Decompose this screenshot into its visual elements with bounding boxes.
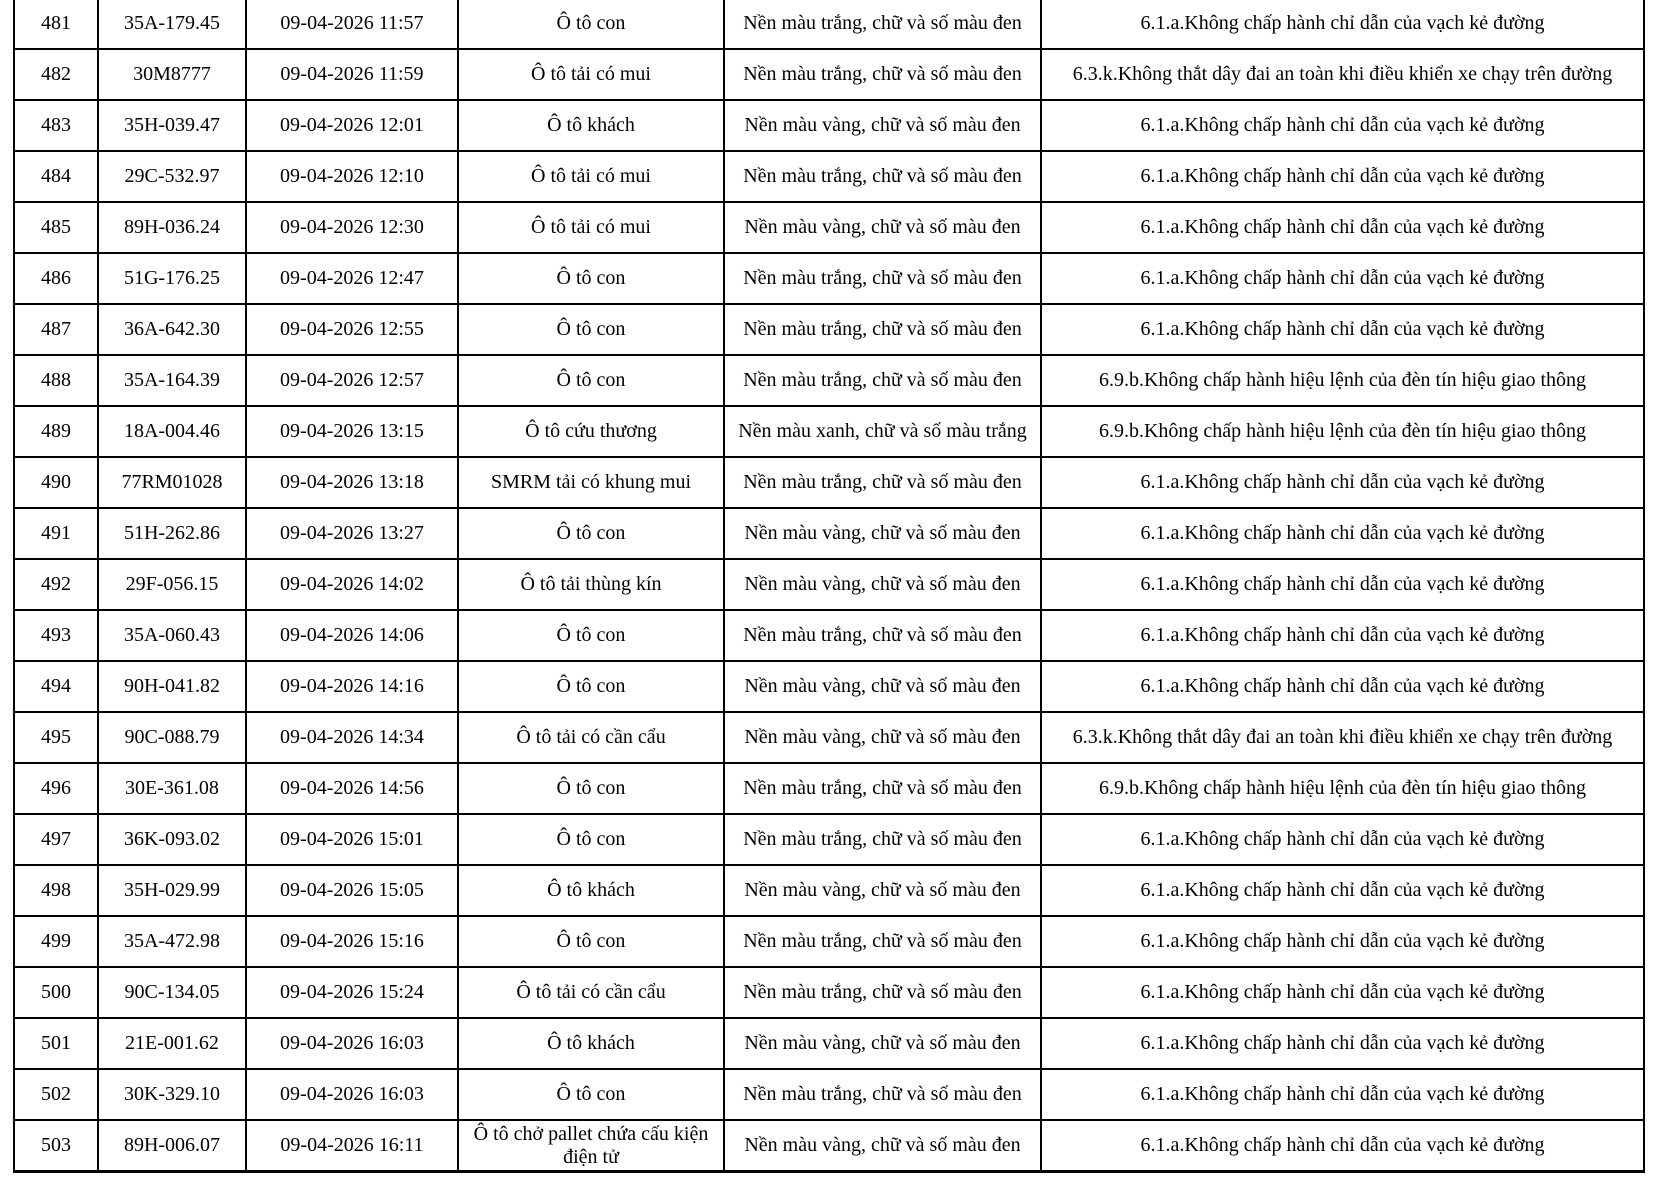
plate-cell: 77RM01028: [98, 457, 246, 508]
violation-cell: 6.1.a.Không chấp hành chỉ dẫn của vạch kẻ đường: [1041, 304, 1644, 355]
violations-table-body: [14, 0, 1644, 1172]
plate-cell: 35A-472.98: [98, 916, 246, 967]
violation-cell: 6.3.k.Không thắt dây đai an toàn khi điều khiển xe chạy trên đường: [1041, 712, 1644, 763]
vehicle-type-cell: Ô tô tải có mui: [458, 202, 724, 253]
violation-cell: 6.1.a.Không chấp hành chỉ dẫn của vạch kẻ đường: [1041, 151, 1644, 202]
violation-cell: 6.1.a.Không chấp hành chỉ dẫn của vạch kẻ đường: [1041, 100, 1644, 151]
violation-cell: 6.1.a.Không chấp hành chỉ dẫn của vạch kẻ đường: [1041, 967, 1644, 1018]
datetime-cell: 09-04-2026 12:01: [246, 100, 458, 151]
vehicle-type-cell: Ô tô khách: [458, 100, 724, 151]
plate-color-cell: Nền màu xanh, chữ và số màu trắng: [724, 406, 1041, 457]
stt-cell: 497: [14, 814, 98, 865]
plate-color-cell: Nền màu vàng, chữ và số màu đen: [724, 202, 1041, 253]
plate-cell: 21E-001.62: [98, 1018, 246, 1069]
vehicle-type-cell: Ô tô con: [458, 1069, 724, 1120]
datetime-cell: 09-04-2026 16:03: [246, 1018, 458, 1069]
datetime-cell: 09-04-2026 15:16: [246, 916, 458, 967]
datetime-cell: 09-04-2026 12:47: [246, 253, 458, 304]
plate-cell: 51H-262.86: [98, 508, 246, 559]
table-row: [14, 406, 1644, 457]
datetime-cell: 09-04-2026 13:18: [246, 457, 458, 508]
table-row: [14, 253, 1644, 304]
vehicle-type-cell: Ô tô con: [458, 610, 724, 661]
plate-color-cell: Nền màu vàng, chữ và số màu đen: [724, 712, 1041, 763]
plate-color-cell: Nền màu vàng, chữ và số màu đen: [724, 508, 1041, 559]
vehicle-type-cell: Ô tô tải có mui: [458, 151, 724, 202]
datetime-cell: 09-04-2026 13:27: [246, 508, 458, 559]
table-row: [14, 0, 1644, 49]
plate-color-cell: Nền màu trắng, chữ và số màu đen: [724, 49, 1041, 100]
table-row: [14, 202, 1644, 253]
vehicle-type-cell: Ô tô tải có cần cẩu: [458, 967, 724, 1018]
plate-color-cell: Nền màu trắng, chữ và số màu đen: [724, 355, 1041, 406]
plate-color-cell: Nền màu vàng, chữ và số màu đen: [724, 661, 1041, 712]
stt-cell: 481: [14, 0, 98, 49]
violations-table: [13, 0, 1645, 1173]
table-row: [14, 610, 1644, 661]
stt-cell: 494: [14, 661, 98, 712]
stt-cell: 498: [14, 865, 98, 916]
vehicle-type-cell: Ô tô tải có cần cẩu: [458, 712, 724, 763]
violation-cell: 6.1.a.Không chấp hành chỉ dẫn của vạch kẻ đường: [1041, 916, 1644, 967]
stt-cell: 495: [14, 712, 98, 763]
violation-cell: 6.1.a.Không chấp hành chỉ dẫn của vạch kẻ đường: [1041, 508, 1644, 559]
stt-cell: 487: [14, 304, 98, 355]
stt-cell: 482: [14, 49, 98, 100]
plate-color-cell: Nền màu trắng, chữ và số màu đen: [724, 610, 1041, 661]
datetime-cell: 09-04-2026 13:15: [246, 406, 458, 457]
datetime-cell: 09-04-2026 15:01: [246, 814, 458, 865]
plate-color-cell: Nền màu trắng, chữ và số màu đen: [724, 253, 1041, 304]
stt-cell: 500: [14, 967, 98, 1018]
stt-cell: 492: [14, 559, 98, 610]
datetime-cell: 09-04-2026 16:11: [246, 1120, 458, 1172]
violation-cell: 6.1.a.Không chấp hành chỉ dẫn của vạch kẻ đường: [1041, 1069, 1644, 1120]
plate-color-cell: Nền màu trắng, chữ và số màu đen: [724, 0, 1041, 49]
stt-cell: 501: [14, 1018, 98, 1069]
plate-color-cell: Nền màu vàng, chữ và số màu đen: [724, 559, 1041, 610]
stt-cell: 499: [14, 916, 98, 967]
violation-cell: 6.1.a.Không chấp hành chỉ dẫn của vạch kẻ đường: [1041, 457, 1644, 508]
datetime-cell: 09-04-2026 16:03: [246, 1069, 458, 1120]
plate-cell: 18A-004.46: [98, 406, 246, 457]
plate-cell: 36A-642.30: [98, 304, 246, 355]
datetime-cell: 09-04-2026 12:30: [246, 202, 458, 253]
stt-cell: 491: [14, 508, 98, 559]
vehicle-type-cell: Ô tô tải có mui: [458, 49, 724, 100]
vehicle-type-cell: Ô tô con: [458, 304, 724, 355]
vehicle-type-cell: Ô tô khách: [458, 1018, 724, 1069]
datetime-cell: 09-04-2026 14:16: [246, 661, 458, 712]
plate-cell: 35H-029.99: [98, 865, 246, 916]
table-row: [14, 1120, 1644, 1172]
table-row: [14, 1069, 1644, 1120]
plate-cell: 89H-006.07: [98, 1120, 246, 1172]
violation-cell: 6.1.a.Không chấp hành chỉ dẫn của vạch kẻ đường: [1041, 559, 1644, 610]
plate-cell: 35H-039.47: [98, 100, 246, 151]
plate-color-cell: Nền màu vàng, chữ và số màu đen: [724, 100, 1041, 151]
vehicle-type-cell: Ô tô cứu thương: [458, 406, 724, 457]
table-row: [14, 508, 1644, 559]
plate-cell: 35A-164.39: [98, 355, 246, 406]
vehicle-type-cell: Ô tô con: [458, 763, 724, 814]
table-row: [14, 967, 1644, 1018]
datetime-cell: 09-04-2026 12:55: [246, 304, 458, 355]
violation-cell: 6.3.k.Không thắt dây đai an toàn khi điều khiển xe chạy trên đường: [1041, 49, 1644, 100]
table-row: [14, 151, 1644, 202]
table-row: [14, 355, 1644, 406]
stt-cell: 503: [14, 1120, 98, 1172]
plate-cell: 35A-060.43: [98, 610, 246, 661]
table-row: [14, 1018, 1644, 1069]
table-row: [14, 712, 1644, 763]
vehicle-type-cell: Ô tô chở pallet chứa cấu kiện điện tử: [458, 1120, 724, 1172]
vehicle-type-cell: Ô tô tải thùng kín: [458, 559, 724, 610]
violation-cell: 6.1.a.Không chấp hành chỉ dẫn của vạch kẻ đường: [1041, 1120, 1644, 1172]
stt-cell: 483: [14, 100, 98, 151]
table-row: [14, 304, 1644, 355]
stt-cell: 493: [14, 610, 98, 661]
violations-table-container: [13, 0, 1645, 1173]
table-row: [14, 559, 1644, 610]
datetime-cell: 09-04-2026 14:56: [246, 763, 458, 814]
violation-cell: 6.9.b.Không chấp hành hiệu lệnh của đèn tín hiệu giao thông: [1041, 406, 1644, 457]
plate-cell: 35A-179.45: [98, 0, 246, 49]
table-row: [14, 814, 1644, 865]
plate-color-cell: Nền màu trắng, chữ và số màu đen: [724, 304, 1041, 355]
datetime-cell: 09-04-2026 14:02: [246, 559, 458, 610]
datetime-cell: 09-04-2026 14:34: [246, 712, 458, 763]
stt-cell: 496: [14, 763, 98, 814]
plate-color-cell: Nền màu vàng, chữ và số màu đen: [724, 1120, 1041, 1172]
plate-color-cell: Nền màu trắng, chữ và số màu đen: [724, 1069, 1041, 1120]
stt-cell: 486: [14, 253, 98, 304]
plate-cell: 29C-532.97: [98, 151, 246, 202]
vehicle-type-cell: SMRM tải có khung mui: [458, 457, 724, 508]
plate-color-cell: Nền màu trắng, chữ và số màu đen: [724, 151, 1041, 202]
violation-cell: 6.1.a.Không chấp hành chỉ dẫn của vạch kẻ đường: [1041, 253, 1644, 304]
violation-cell: 6.1.a.Không chấp hành chỉ dẫn của vạch kẻ đường: [1041, 1018, 1644, 1069]
datetime-cell: 09-04-2026 14:06: [246, 610, 458, 661]
plate-cell: 29F-056.15: [98, 559, 246, 610]
stt-cell: 484: [14, 151, 98, 202]
datetime-cell: 09-04-2026 12:10: [246, 151, 458, 202]
table-row: [14, 100, 1644, 151]
plate-cell: 30K-329.10: [98, 1069, 246, 1120]
plate-color-cell: Nền màu trắng, chữ và số màu đen: [724, 763, 1041, 814]
vehicle-type-cell: Ô tô con: [458, 814, 724, 865]
violation-cell: 6.9.b.Không chấp hành hiệu lệnh của đèn tín hiệu giao thông: [1041, 355, 1644, 406]
plate-cell: 30E-361.08: [98, 763, 246, 814]
plate-color-cell: Nền màu trắng, chữ và số màu đen: [724, 814, 1041, 865]
table-row: [14, 763, 1644, 814]
plate-color-cell: Nền màu vàng, chữ và số màu đen: [724, 1018, 1041, 1069]
violation-cell: 6.1.a.Không chấp hành chỉ dẫn của vạch kẻ đường: [1041, 610, 1644, 661]
table-row: [14, 457, 1644, 508]
plate-cell: 36K-093.02: [98, 814, 246, 865]
violation-cell: 6.1.a.Không chấp hành chỉ dẫn của vạch kẻ đường: [1041, 202, 1644, 253]
plate-color-cell: Nền màu trắng, chữ và số màu đen: [724, 457, 1041, 508]
plate-cell: 51G-176.25: [98, 253, 246, 304]
plate-color-cell: Nền màu trắng, chữ và số màu đen: [724, 967, 1041, 1018]
table-row: [14, 916, 1644, 967]
table-row: [14, 661, 1644, 712]
violation-cell: 6.1.a.Không chấp hành chỉ dẫn của vạch kẻ đường: [1041, 661, 1644, 712]
plate-cell: 89H-036.24: [98, 202, 246, 253]
stt-cell: 489: [14, 406, 98, 457]
datetime-cell: 09-04-2026 11:57: [246, 0, 458, 49]
violation-cell: 6.1.a.Không chấp hành chỉ dẫn của vạch kẻ đường: [1041, 865, 1644, 916]
plate-color-cell: Nền màu vàng, chữ và số màu đen: [724, 865, 1041, 916]
vehicle-type-cell: Ô tô khách: [458, 865, 724, 916]
datetime-cell: 09-04-2026 11:59: [246, 49, 458, 100]
violation-cell: 6.9.b.Không chấp hành hiệu lệnh của đèn tín hiệu giao thông: [1041, 763, 1644, 814]
vehicle-type-cell: Ô tô con: [458, 916, 724, 967]
vehicle-type-cell: Ô tô con: [458, 508, 724, 559]
stt-cell: 488: [14, 355, 98, 406]
vehicle-type-cell: Ô tô con: [458, 355, 724, 406]
table-row: [14, 49, 1644, 100]
table-row: [14, 865, 1644, 916]
datetime-cell: 09-04-2026 15:24: [246, 967, 458, 1018]
datetime-cell: 09-04-2026 15:05: [246, 865, 458, 916]
stt-cell: 485: [14, 202, 98, 253]
datetime-cell: 09-04-2026 12:57: [246, 355, 458, 406]
plate-color-cell: Nền màu trắng, chữ và số màu đen: [724, 916, 1041, 967]
violation-cell: 6.1.a.Không chấp hành chỉ dẫn của vạch kẻ đường: [1041, 0, 1644, 49]
plate-cell: 90C-088.79: [98, 712, 246, 763]
stt-cell: 502: [14, 1069, 98, 1120]
plate-cell: 90H-041.82: [98, 661, 246, 712]
vehicle-type-cell: Ô tô con: [458, 661, 724, 712]
plate-cell: 90C-134.05: [98, 967, 246, 1018]
plate-cell: 30M8777: [98, 49, 246, 100]
stt-cell: 490: [14, 457, 98, 508]
vehicle-type-cell: Ô tô con: [458, 0, 724, 49]
violation-cell: 6.1.a.Không chấp hành chỉ dẫn của vạch kẻ đường: [1041, 814, 1644, 865]
vehicle-type-cell: Ô tô con: [458, 253, 724, 304]
